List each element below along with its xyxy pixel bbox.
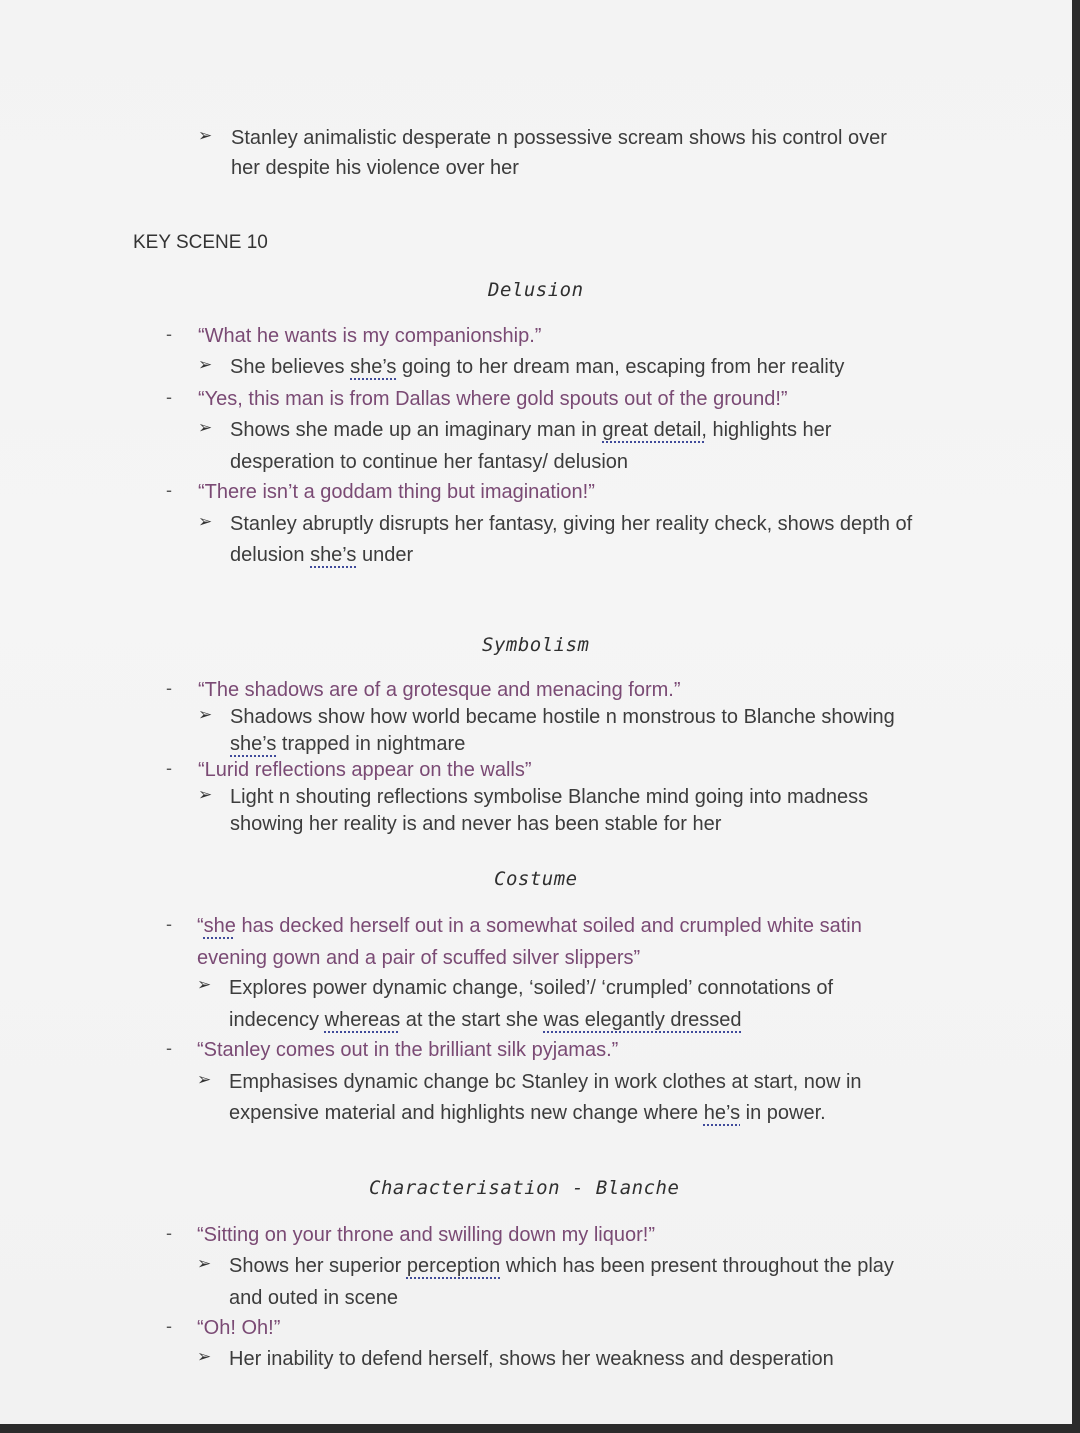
analysis-note-cont: and outed in scene [229,1287,399,1309]
underlined-word: she’s [350,356,397,378]
arrow-bullet-icon: ➢ [198,355,213,374]
analysis-note: Light n shouting reflections symbolise Blanche mind going into madness [230,786,869,808]
analysis-note-cont: indecency whereas at the start she was elegantly dressed [229,1009,742,1031]
dash-bullet-icon: - [166,758,172,778]
underlined-word: perception [406,1255,501,1277]
quote: “Yes, this man is from Dallas where gold spouts out of the ground!” [198,388,788,410]
dash-bullet-icon: - [166,914,172,934]
quote: “There isn’t a goddam thing but imagination!” [198,481,595,503]
section-heading-characterisation: Characterisation - Blanche [369,1177,680,1199]
arrow-bullet-icon: ➢ [198,785,213,804]
section-heading-symbolism: Symbolism [482,634,590,656]
analysis-note: Shadows show how world became hostile n monstrous to Blanche showing [230,706,895,728]
arrow-bullet-icon: ➢ [198,126,213,145]
underlined-word: whereas [324,1009,401,1031]
dash-bullet-icon: - [166,324,172,344]
dash-bullet-icon: - [166,1223,172,1243]
analysis-note: Explores power dynamic change, ‘soiled’/ ‘crumpled’ connotations of [229,977,834,999]
arrow-bullet-icon: ➢ [198,705,213,724]
underlined-word: was elegantly dressed [543,1009,742,1031]
dash-bullet-icon: - [166,1316,172,1336]
analysis-note-cont: delusion she’s under [230,544,414,566]
analysis-note: She believes she’s going to her dream man, escaping from her reality [230,356,845,378]
underlined-word: he’s [703,1102,741,1124]
analysis-note: Her inability to defend herself, shows her weakness and desperation [229,1348,834,1370]
analysis-note: Shows she made up an imaginary man in great detail, highlights her [230,419,832,441]
analysis-note: Stanley abruptly disrupts her fantasy, giving her reality check, shows depth of [230,513,913,535]
underlined-word: great detail, [602,419,707,441]
dash-bullet-icon: - [166,678,172,698]
underlined-word: she [203,915,236,937]
underlined-word: she’s [310,544,357,566]
arrow-bullet-icon: ➢ [197,1347,212,1366]
analysis-note-cont: she’s trapped in nightmare [230,733,466,755]
analysis-note-cont: showing her reality is and never has been stable for her [230,813,722,835]
dash-bullet-icon: - [166,387,172,407]
quote: “Lurid reflections appear on the walls” [198,759,532,781]
underlined-word: she’s [230,733,277,755]
key-scene-label: KEY SCENE 10 [133,232,268,253]
arrow-bullet-icon: ➢ [198,512,213,531]
quote: “The shadows are of a grotesque and menacing form.” [198,679,681,701]
arrow-bullet-icon: ➢ [197,1254,212,1273]
dash-bullet-icon: - [166,1038,172,1058]
section-heading-costume: Costume [494,868,578,890]
note-line: her despite his violence over her [231,157,519,179]
analysis-note: Shows her superior perception which has been present throughout the play [229,1255,894,1277]
quote: “she has decked herself out in a somewhat soiled and crumpled white satin [197,915,862,937]
quote-cont: evening gown and a pair of scuffed silver slippers” [197,947,641,969]
arrow-bullet-icon: ➢ [198,418,213,437]
section-heading-delusion: Delusion [488,279,584,301]
analysis-note-cont: desperation to continue her fantasy/ delusion [230,451,629,473]
note-line: Stanley animalistic desperate n possessive scream shows his control over [231,127,887,149]
quote: “What he wants is my companionship.” [198,325,542,347]
analysis-note-cont: expensive material and highlights new change where he’s in power. [229,1102,826,1124]
quote: “Oh! Oh!” [197,1317,281,1339]
quote: “Sitting on your throne and swilling down my liquor!” [197,1224,655,1246]
quote: “Stanley comes out in the brilliant silk pyjamas.” [197,1039,619,1061]
dash-bullet-icon: - [166,480,172,500]
arrow-bullet-icon: ➢ [197,975,212,994]
arrow-bullet-icon: ➢ [197,1070,212,1089]
analysis-note: Emphasises dynamic change bc Stanley in work clothes at start, now in [229,1071,862,1093]
